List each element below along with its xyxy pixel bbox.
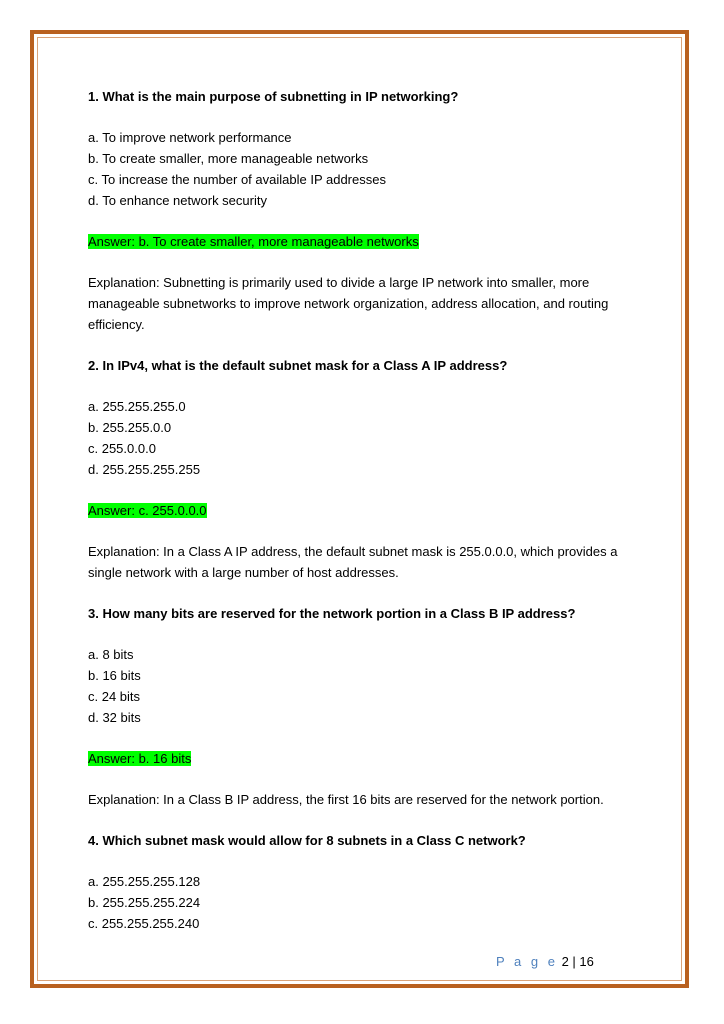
option-item: b. 255.255.255.224 — [88, 895, 201, 910]
option-item: b. 255.255.0.0 — [88, 420, 172, 435]
page-number: 2 | 16 — [561, 954, 594, 969]
option-item: d. 32 bits — [88, 710, 141, 725]
option-item: a. 255.255.255.0 — [88, 399, 186, 414]
options-list — [88, 871, 648, 934]
explanation-text: Explanation: Subnetting is primarily used to divide a large IP network into smaller, more manageable subnetworks to improve network organization, address allocation, and routing efficiency. — [88, 275, 609, 332]
question-block — [88, 86, 648, 335]
answer-highlight: Answer: b. 16 bits — [88, 751, 192, 766]
options-list — [88, 644, 648, 728]
options-list — [88, 127, 648, 211]
answer-highlight: Answer: c. 255.0.0.0 — [88, 503, 207, 518]
option-item: a. 8 bits — [88, 647, 134, 662]
option-item: c. To increase the number of available IP addresses — [88, 172, 386, 187]
option-item: d. 255.255.255.255 — [88, 462, 201, 477]
question-block — [88, 603, 648, 810]
option-item: c. 255.255.255.240 — [88, 916, 200, 931]
answer-line — [88, 231, 648, 252]
question-text: 3. How many bits are reserved for the network portion in a Class B IP address? — [88, 606, 576, 621]
option-item: c. 255.0.0.0 — [88, 441, 156, 456]
answer-highlight: Answer: b. To create smaller, more manageable networks — [88, 234, 419, 249]
document-body — [88, 86, 648, 954]
question-block — [88, 355, 648, 583]
question-block — [88, 830, 648, 934]
option-item: a. 255.255.255.128 — [88, 874, 201, 889]
explanation-text: Explanation: In a Class B IP address, the first 16 bits are reserved for the network portion. — [88, 792, 604, 807]
page-label: P a g e — [496, 954, 558, 969]
option-item: c. 24 bits — [88, 689, 141, 704]
question-text: 2. In IPv4, what is the default subnet mask for a Class A IP address? — [88, 358, 508, 373]
option-item: b. To create smaller, more manageable networks — [88, 151, 369, 166]
answer-line — [88, 500, 648, 521]
explanation-text: Explanation: In a Class A IP address, the default subnet mask is 255.0.0.0, which provides a single network with a large number of host addresses. — [88, 544, 618, 580]
page-footer — [496, 954, 594, 969]
option-item: b. 16 bits — [88, 668, 141, 683]
options-list — [88, 396, 648, 480]
question-text: 4. Which subnet mask would allow for 8 subnets in a Class C network? — [88, 833, 526, 848]
option-item: d. To enhance network security — [88, 193, 267, 208]
question-text: 1. What is the main purpose of subnetting in IP networking? — [88, 89, 459, 104]
option-item: a. To improve network performance — [88, 130, 292, 145]
answer-line — [88, 748, 648, 769]
